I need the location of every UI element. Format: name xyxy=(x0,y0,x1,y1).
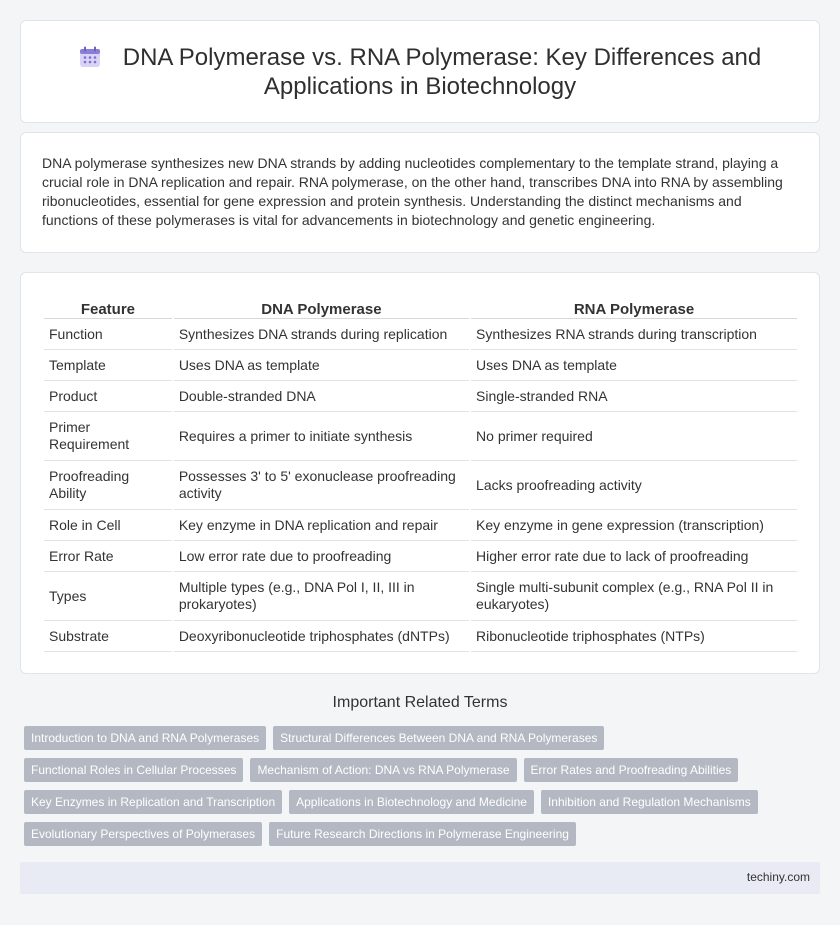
rna-cell: Synthesizes RNA strands during transcription xyxy=(471,319,797,350)
related-term-tag[interactable]: Mechanism of Action: DNA vs RNA Polymerase xyxy=(250,758,516,782)
table-row xyxy=(44,350,797,381)
feature-cell: Product xyxy=(44,381,172,412)
table-row xyxy=(44,541,797,572)
dna-cell: Low error rate due to proofreading xyxy=(174,541,469,572)
dna-cell: Possesses 3' to 5' exonuclease proofreading activity xyxy=(174,461,469,510)
feature-cell: Role in Cell xyxy=(44,510,172,541)
table-row xyxy=(44,621,797,652)
related-term-tag[interactable]: Structural Differences Between DNA and RNA Polymerases xyxy=(273,726,604,750)
header-feature: Feature xyxy=(44,297,172,319)
rna-cell: Higher error rate due to lack of proofreading xyxy=(471,541,797,572)
footer-site-link[interactable]: techiny.com xyxy=(746,870,810,884)
rna-cell: Lacks proofreading activity xyxy=(471,461,797,510)
rna-cell: Single multi-subunit complex (e.g., RNA Pol II in eukaryotes) xyxy=(471,572,797,621)
related-term-tag[interactable]: Functional Roles in Cellular Processes xyxy=(24,758,243,782)
feature-cell: Proofreading Ability xyxy=(44,461,172,510)
rna-cell: Ribonucleotide triphosphates (NTPs) xyxy=(471,621,797,652)
table-row xyxy=(44,412,797,461)
intro-card xyxy=(20,132,820,253)
table-row xyxy=(44,461,797,510)
dna-cell: Double-stranded DNA xyxy=(174,381,469,412)
related-term-tag[interactable]: Future Research Directions in Polymerase Engineering xyxy=(269,822,576,846)
table-row xyxy=(44,572,797,621)
feature-cell: Template xyxy=(44,350,172,381)
header-rna-polymerase: RNA Polymerase xyxy=(471,297,797,319)
calendar-grid-icon xyxy=(79,46,101,68)
page-title-text: DNA Polymerase vs. RNA Polymerase: Key Differences and Applications in Biotechnology xyxy=(122,44,762,100)
dna-cell: Multiple types (e.g., DNA Pol I, II, III in prokaryotes) xyxy=(174,572,469,621)
table-header-row xyxy=(44,297,797,319)
table-row xyxy=(44,381,797,412)
dna-cell: Key enzyme in DNA replication and repair xyxy=(174,510,469,541)
dna-cell: Deoxyribonucleotide triphosphates (dNTPs) xyxy=(174,621,469,652)
rna-cell: Single-stranded RNA xyxy=(471,381,797,412)
feature-cell: Substrate xyxy=(44,621,172,652)
related-term-tag[interactable]: Key Enzymes in Replication and Transcription xyxy=(24,790,282,814)
intro-paragraph: DNA polymerase synthesizes new DNA strands by adding nucleotides complementary to the template strand, playing a crucial role in DNA replication and repair. RNA polymerase, on the other hand, transcribes DNA into RNA by assembling ribonucleotides, essential for gene expression and protein synthesis. Understanding the distinct mechanisms and functions of these polymerases is vital for advancements in biotechnology and genetic engineering. xyxy=(42,155,783,228)
tag-row xyxy=(24,726,824,750)
related-terms-title: Important Related Terms xyxy=(332,694,508,711)
rna-cell: Uses DNA as template xyxy=(471,350,797,381)
feature-cell: Error Rate xyxy=(44,541,172,572)
feature-cell: Function xyxy=(44,319,172,350)
feature-cell: Types xyxy=(44,572,172,621)
related-terms-list xyxy=(24,726,824,854)
dna-cell: Requires a primer to initiate synthesis xyxy=(174,412,469,461)
table-row xyxy=(44,319,797,350)
footer xyxy=(20,862,820,894)
related-term-tag[interactable]: Evolutionary Perspectives of Polymerases xyxy=(24,822,262,846)
comparison-table xyxy=(42,297,799,652)
related-term-tag[interactable]: Inhibition and Regulation Mechanisms xyxy=(541,790,758,814)
tag-row xyxy=(24,758,824,782)
related-term-tag[interactable]: Introduction to DNA and RNA Polymerases xyxy=(24,726,266,750)
comparison-card xyxy=(20,272,820,674)
title-card xyxy=(20,20,820,123)
dna-cell: Synthesizes DNA strands during replication xyxy=(174,319,469,350)
feature-cell: Primer Requirement xyxy=(44,412,172,461)
tag-row xyxy=(24,822,824,846)
related-term-tag[interactable]: Applications in Biotechnology and Medicine xyxy=(289,790,534,814)
dna-cell: Uses DNA as template xyxy=(174,350,469,381)
rna-cell: No primer required xyxy=(471,412,797,461)
page-title xyxy=(21,43,819,101)
header-dna-polymerase: DNA Polymerase xyxy=(174,297,469,319)
tag-row xyxy=(24,790,824,814)
related-term-tag[interactable]: Error Rates and Proofreading Abilities xyxy=(524,758,739,782)
table-row xyxy=(44,510,797,541)
rna-cell: Key enzyme in gene expression (transcription) xyxy=(471,510,797,541)
